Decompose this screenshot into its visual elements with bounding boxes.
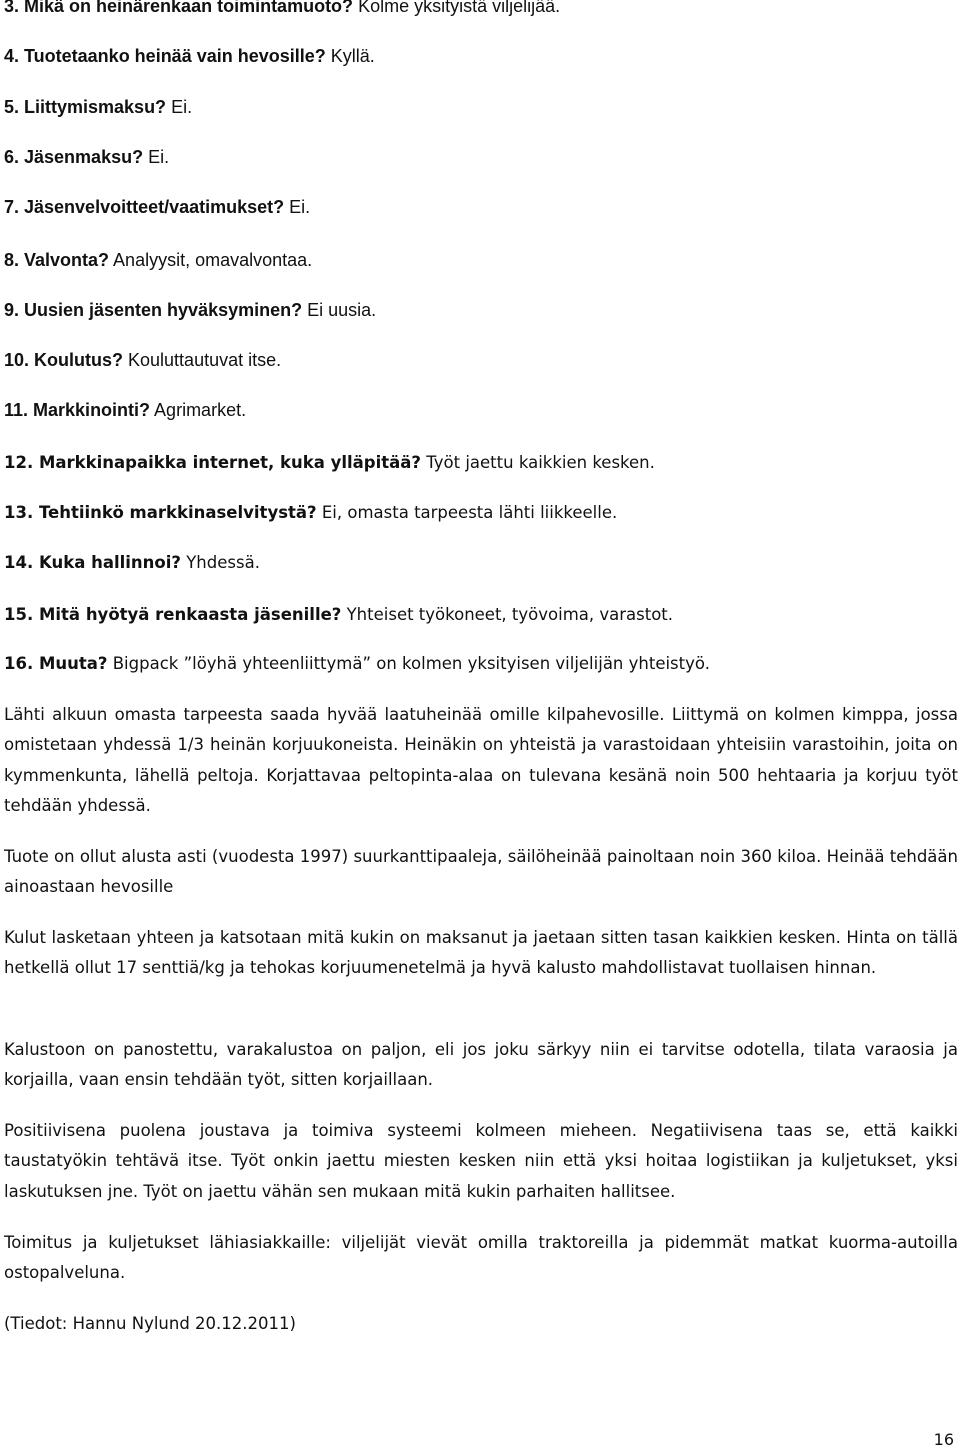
question: 5. Liittymismaksu?	[4, 97, 167, 117]
question: 10. Koulutus?	[4, 350, 124, 370]
question: 12. Markkinapaikka internet, kuka ylläpitää?	[4, 453, 421, 472]
question: 15. Mitä hyötyä renkaasta jäsenille?	[4, 605, 342, 624]
qa-item-5	[4, 95, 954, 119]
question: 4. Tuotetaanko heinää vain hevosille?	[4, 46, 326, 66]
question: 9. Uusien jäsenten hyväksyminen?	[4, 300, 303, 320]
answer: Kolme yksityistä viljelijää.	[353, 0, 561, 16]
answer: Agrimarket.	[150, 400, 247, 420]
question: 8. Valvonta?	[4, 250, 110, 270]
answer: Kouluttautuvat itse.	[123, 350, 282, 370]
answer: Analyysit, omavalvontaa.	[109, 250, 313, 270]
question: 13. Tehtiinkö markkinaselvitystä?	[4, 503, 317, 522]
qa-item-9	[4, 298, 954, 322]
qa-item-7	[4, 195, 954, 219]
qa-item-6	[4, 145, 954, 169]
qa-item-8	[4, 248, 954, 272]
qa-item-16	[4, 652, 954, 676]
answer: Kyllä.	[325, 46, 375, 66]
answer: Ei.	[284, 197, 311, 217]
qa-item-15	[4, 603, 954, 627]
answer: Ei.	[143, 147, 170, 167]
question: 6. Jäsenmaksu?	[4, 147, 144, 167]
paragraph-background: Lähti alkuun omasta tarpeesta saada hyvää laatuheinää omille kilpahevosille. Liittymä on kolmen kimppa, jossa omistetaan yhdessä 1/3 heinän korjuukoneista. Heinäkin on yhteistä ja varastoidaan yhteisiin varastoihin, joita on kymmenkunta, lähellä peltoja. Korjattavaa peltopinta-alaa on tulevana kesänä noin 500 hehtaaria ja korjuu työt tehdään yhdessä.	[4, 705, 958, 815]
answer: Ei.	[166, 97, 193, 117]
answer: Yhteiset työkoneet, työvoima, varastot.	[341, 605, 674, 624]
qa-item-12	[4, 451, 954, 475]
paragraph-equipment: Kalustoon on panostettu, varakalustoa on paljon, eli jos joku särkyy niin ei tarvitse odotella, tilata varaosia ja korjailla, vaan ensin tehdään työt, sitten korjaillaan.	[4, 1040, 958, 1090]
question: 3. Mikä on heinärenkaan toimintamuoto?	[4, 0, 354, 16]
answer: Yhdessä.	[180, 553, 260, 572]
question: 14. Kuka hallinnoi?	[4, 553, 181, 572]
paragraph-source: (Tiedot: Hannu Nylund 20.12.2011)	[4, 1314, 296, 1333]
qa-item-11	[4, 398, 954, 422]
paragraph-product: Tuote on ollut alusta asti (vuodesta 1997) suurkanttipaaleja, säilöheinää painoltaan noin 360 kiloa. Heinää tehdään ainoastaan hevosille	[4, 847, 958, 897]
answer: Bigpack ”löyhä yhteenliittymä” on kolmen yksityisen viljelijän yhteistyö.	[107, 654, 710, 673]
answer: Ei, omasta tarpeesta lähti liikkeelle.	[316, 503, 618, 522]
answer: Ei uusia.	[302, 300, 377, 320]
paragraph-pros-cons: Positiivisena puolena joustava ja toimiva systeemi kolmeen mieheen. Negatiivisena taas se, että kaikki taustatyökin tehtävä itse. Työt onkin jaettu miesten kesken niin että yksi hoitaa logistiikan ja kuljetukset, yksi laskutuksen jne. Työt on jaettu vähän sen mukaan mitä kukin parhaiten hallitsee.	[4, 1121, 958, 1201]
qa-item-14	[4, 551, 954, 575]
qa-item-13	[4, 501, 954, 525]
answer: Työt jaettu kaikkien kesken.	[421, 453, 655, 472]
qa-item-4	[4, 44, 954, 68]
qa-item-3	[4, 0, 954, 18]
paragraph-delivery: Toimitus ja kuljetukset lähiasiakkaille: viljelijät vievät omilla traktoreilla ja pidemmät matkat kuorma-autoilla ostopalveluna.	[4, 1233, 958, 1283]
question: 7. Jäsenvelvoitteet/vaatimukset?	[4, 197, 285, 217]
qa-item-10	[4, 348, 954, 372]
page-number: 16	[933, 1430, 954, 1449]
question: 16. Muuta?	[4, 654, 108, 673]
paragraph-costs: Kulut lasketaan yhteen ja katsotaan mitä kukin on maksanut ja jaetaan sitten tasan kaikkien kesken. Hinta on tällä hetkellä ollut 17 senttiä/kg ja tehokas korjuumenetelmä ja hyvä kalusto mahdollistavat tuollaisen hinnan.	[4, 928, 958, 978]
question: 11. Markkinointi?	[4, 400, 151, 420]
